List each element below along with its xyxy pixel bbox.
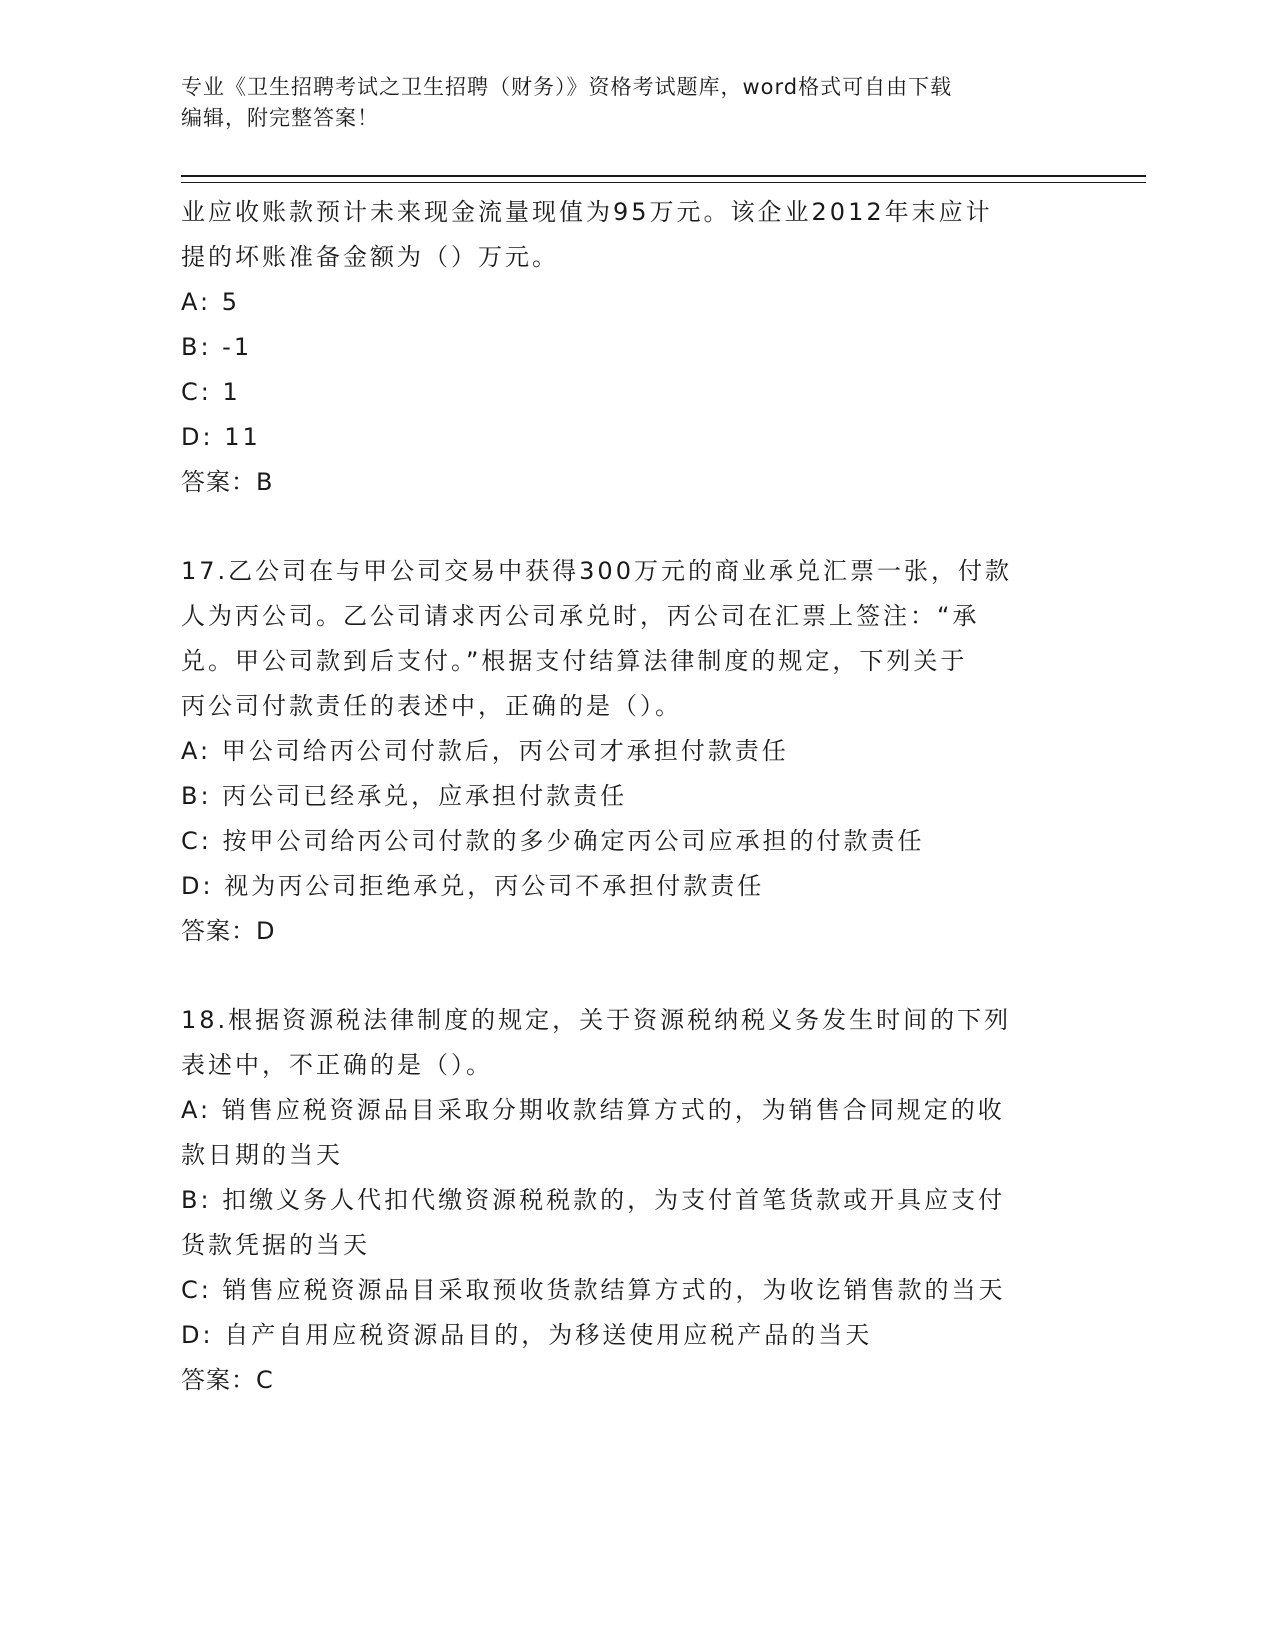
question-18 bbox=[181, 998, 1061, 1403]
option-c: C: 按甲公司给丙公司付款的多少确定丙公司应承担的付款责任 bbox=[181, 827, 925, 855]
question-16 bbox=[181, 190, 1061, 505]
option-d: D: 视为丙公司拒绝承兑，丙公司不承担付款责任 bbox=[181, 872, 765, 900]
question-stem-line: 丙公司付款责任的表述中，正确的是（）。 bbox=[181, 692, 682, 720]
option-a: A: 甲公司给丙公司付款后，丙公司才承担付款责任 bbox=[181, 737, 789, 765]
answer-line: 答案：B bbox=[181, 468, 274, 496]
header-divider bbox=[181, 175, 1146, 183]
question-stem-line: 18.根据资源税法律制度的规定，关于资源税纳税义务发生时间的下列 bbox=[181, 1006, 1012, 1034]
option-b: B: -1 bbox=[181, 333, 253, 361]
answer-line: 答案：D bbox=[181, 917, 276, 945]
question-stem-line: 提的坏账准备金额为（）万元。 bbox=[181, 243, 559, 271]
option-b-continued: 货款凭据的当天 bbox=[181, 1231, 370, 1259]
option-c: C: 销售应税资源品目采取预收货款结算方式的，为收讫销售款的当天 bbox=[181, 1276, 1006, 1304]
option-d: D: 11 bbox=[181, 423, 261, 451]
question-stem-line: 17.乙公司在与甲公司交易中获得300万元的商业承兑汇票一张，付款 bbox=[181, 557, 1012, 585]
option-c: C: 1 bbox=[181, 378, 241, 406]
spacer bbox=[181, 505, 1061, 549]
header-line-2: 编辑，附完整答案！ bbox=[181, 106, 379, 130]
question-stem-line: 表述中，不正确的是（）。 bbox=[181, 1051, 493, 1079]
answer-line: 答案：C bbox=[181, 1366, 274, 1394]
question-stem-line: 业应收账款预计未来现金流量现值为95万元。该企业2012年末应计 bbox=[181, 198, 993, 226]
question-17 bbox=[181, 549, 1061, 954]
option-d: D: 自产自用应税资源品目的，为移送使用应税产品的当天 bbox=[181, 1321, 873, 1349]
option-b: B: 丙公司已经承兑，应承担付款责任 bbox=[181, 782, 628, 810]
option-a-continued: 款日期的当天 bbox=[181, 1141, 343, 1169]
option-b: B: 扣缴义务人代扣代缴资源税税款的，为支付首笔货款或开具应支付 bbox=[181, 1186, 1006, 1214]
question-stem-line: 兑。甲公司款到后支付。”根据支付结算法律制度的规定，下列关于 bbox=[181, 647, 968, 675]
page-header bbox=[181, 72, 1041, 134]
spacer bbox=[181, 954, 1061, 998]
option-a: A: 5 bbox=[181, 288, 240, 316]
question-content bbox=[181, 190, 1061, 1403]
header-line-1: 专业《卫生招聘考试之卫生招聘（财务）》资格考试题库，word格式可自由下载 bbox=[181, 75, 953, 99]
question-stem-line: 人为丙公司。乙公司请求丙公司承兑时，丙公司在汇票上签注：“承 bbox=[181, 602, 980, 630]
option-a: A: 销售应税资源品目采取分期收款结算方式的，为销售合同规定的收 bbox=[181, 1096, 1005, 1124]
